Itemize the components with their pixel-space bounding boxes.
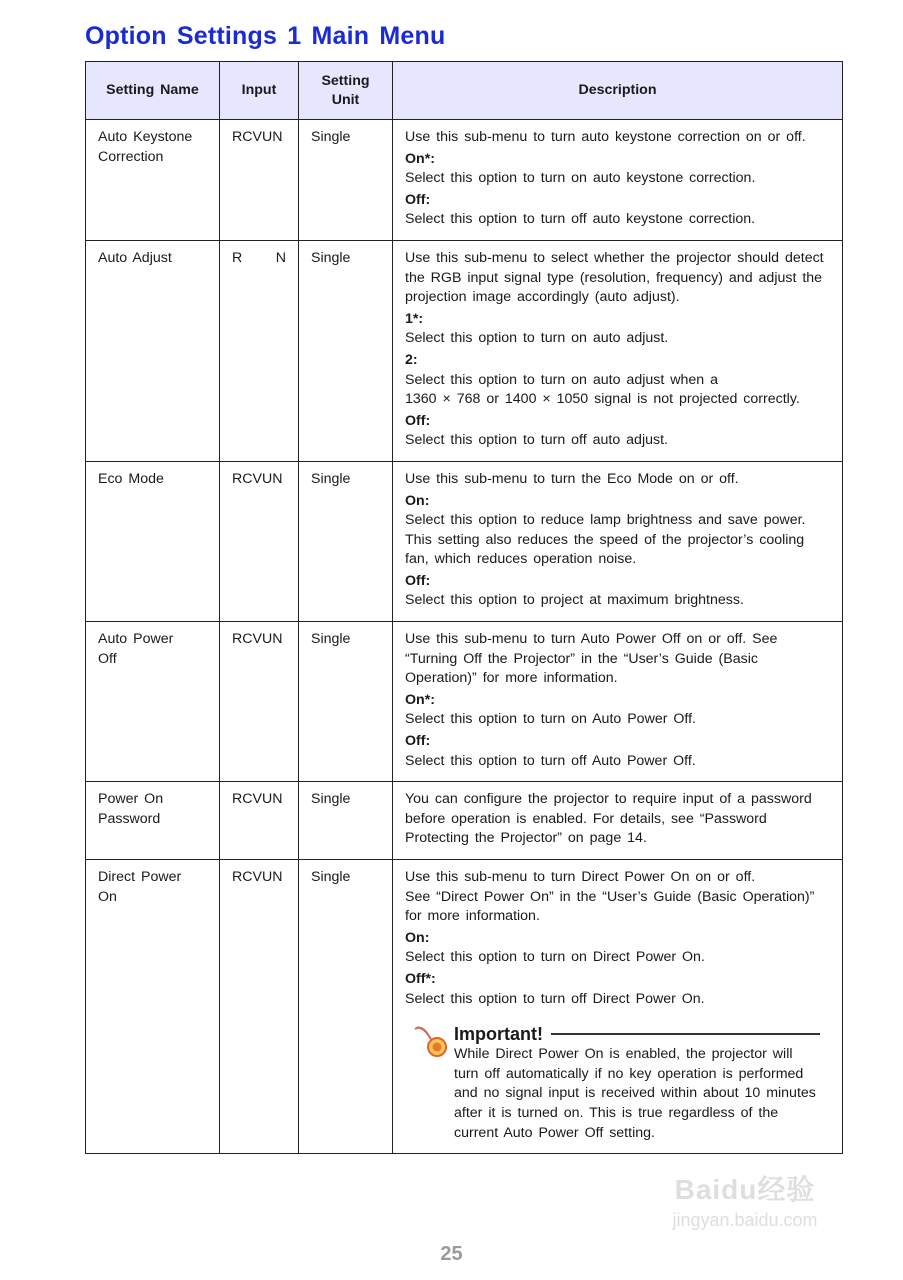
option-text: Select this option to turn off Auto Power Off. <box>405 752 696 769</box>
setting-name: On <box>98 888 117 905</box>
setting-name-cell <box>86 782 220 860</box>
setting-name: Off <box>98 650 117 667</box>
input-cell: RCVUN <box>220 782 299 860</box>
description-cell <box>393 120 843 241</box>
table-row <box>86 860 843 1154</box>
important-note <box>405 1023 830 1143</box>
option-text: Select this option to turn on Auto Power Off. <box>405 711 696 728</box>
option-label: Off: <box>405 572 431 589</box>
watermark-logo: Baidu经验 <box>674 1174 816 1205</box>
option-text: Select this option to reduce lamp brightness and save power. This setting also reduces the speed of the projector’s cooling fan, which reduces operation noise. <box>405 512 806 568</box>
input-r: R <box>232 249 243 266</box>
description-cell <box>393 622 843 782</box>
description-intro: Use this sub-menu to turn the Eco Mode on or off. <box>405 470 739 487</box>
description-cell <box>393 240 843 461</box>
setting-name: Correction <box>98 148 164 165</box>
option-label: Off: <box>405 733 431 750</box>
header-setting-unit-line1: Setting <box>321 72 370 89</box>
option-label: 2: <box>405 351 418 368</box>
option-text-line: Select this option to turn on auto adjust when a <box>405 371 718 388</box>
option-text: Select this option to turn off auto adjust. <box>405 432 668 449</box>
table-row <box>86 461 843 621</box>
watermark-url: jingyan.baidu.com <box>672 1210 818 1230</box>
table-row <box>86 622 843 782</box>
option-label: Off: <box>405 412 431 429</box>
description-intro: Use this sub-menu to turn Direct Power On on or off. <box>405 869 756 885</box>
table-row <box>86 782 843 860</box>
input-cell: RCVUN <box>220 120 299 241</box>
unit-cell: Single <box>299 120 393 241</box>
header-setting-name: Setting Name <box>86 62 220 120</box>
option-label: On: <box>405 929 430 946</box>
description-intro: Use this sub-menu to turn Auto Power Off on or off. See “Turning Off the Projector” in the “User’s Guide (Basic Operation)” for more information. <box>405 631 778 687</box>
option-label: On*: <box>405 150 435 167</box>
header-input: Input <box>220 62 299 120</box>
option-label: On*: <box>405 691 435 708</box>
input-cell <box>220 240 299 461</box>
important-text: While Direct Power On is enabled, the projector will turn off automatically if no key operation is performed and no signal input is received within about 10 minutes after it is turned on. This is true regardless of the current Auto Power Off setting. <box>454 1046 816 1141</box>
setting-name-cell <box>86 120 220 241</box>
setting-name: Eco Mode <box>98 470 164 487</box>
description-cell <box>393 860 843 1154</box>
header-description: Description <box>393 62 843 120</box>
unit-cell: Single <box>299 461 393 621</box>
table-header-row <box>86 62 843 120</box>
unit-cell: Single <box>299 860 393 1154</box>
option-text-line: 1360 × 768 or 1400 × 1050 signal is not projected correctly. <box>405 391 800 408</box>
description-cell <box>393 461 843 621</box>
setting-name: Power On <box>98 791 164 808</box>
option-text: Select this option to turn on auto keystone correction. <box>405 170 756 187</box>
setting-name-cell <box>86 622 220 782</box>
header-setting-unit <box>299 62 393 120</box>
unit-cell: Single <box>299 782 393 860</box>
table-row <box>86 120 843 241</box>
input-cell: RCVUN <box>220 622 299 782</box>
important-title: Important! <box>454 1024 543 1045</box>
description-intro: Use this sub-menu to turn auto keystone correction on or off. <box>405 129 806 145</box>
option-text: Select this option to project at maximum brightness. <box>405 592 744 609</box>
setting-name-cell <box>86 860 220 1154</box>
setting-name: Direct Power <box>98 869 182 885</box>
watermark <box>635 1168 855 1231</box>
input-cell: RCVUN <box>220 461 299 621</box>
important-rule <box>551 1033 820 1035</box>
description-intro: Use this sub-menu to select whether the projector should detect the RGB input signal type (resolution, frequency) and adjust the projection image accordingly (auto adjust). <box>405 249 824 306</box>
description-intro: You can configure the projector to require input of a password before operation is enabled. For details, see “Password Protecting the Projector” on page 14. <box>405 791 812 847</box>
option-text: Select this option to turn on auto adjust. <box>405 330 669 347</box>
settings-table <box>85 61 843 1154</box>
header-setting-unit-line2: Unit <box>331 91 360 108</box>
option-text <box>405 371 830 410</box>
option-label: 1*: <box>405 310 424 327</box>
setting-name: Auto Adjust <box>98 249 172 266</box>
page-number: 25 <box>440 1243 463 1265</box>
option-text: Select this option to turn on Direct Power On. <box>405 949 705 966</box>
setting-name: Password <box>98 810 161 827</box>
description-intro: See “Direct Power On” in the “User’s Guide (Basic Operation)” for more information. <box>405 888 815 925</box>
option-text: Select this option to turn off auto keystone correction. <box>405 211 756 228</box>
input-cell: RCVUN <box>220 860 299 1154</box>
page-title: Option Settings 1 Main Menu <box>85 22 446 50</box>
option-label: Off: <box>405 191 431 208</box>
table-row <box>86 240 843 461</box>
pin-icon <box>411 1023 451 1057</box>
setting-name: Auto Keystone <box>98 129 193 145</box>
option-text: Select this option to turn off Direct Power On. <box>405 990 705 1007</box>
unit-cell: Single <box>299 240 393 461</box>
input-n: N <box>275 249 286 266</box>
unit-cell: Single <box>299 622 393 782</box>
setting-name-cell <box>86 240 220 461</box>
setting-name-cell <box>86 461 220 621</box>
option-label: On: <box>405 492 430 509</box>
description-cell <box>393 782 843 860</box>
setting-name: Auto Power <box>98 631 174 648</box>
option-label: Off*: <box>405 970 436 987</box>
